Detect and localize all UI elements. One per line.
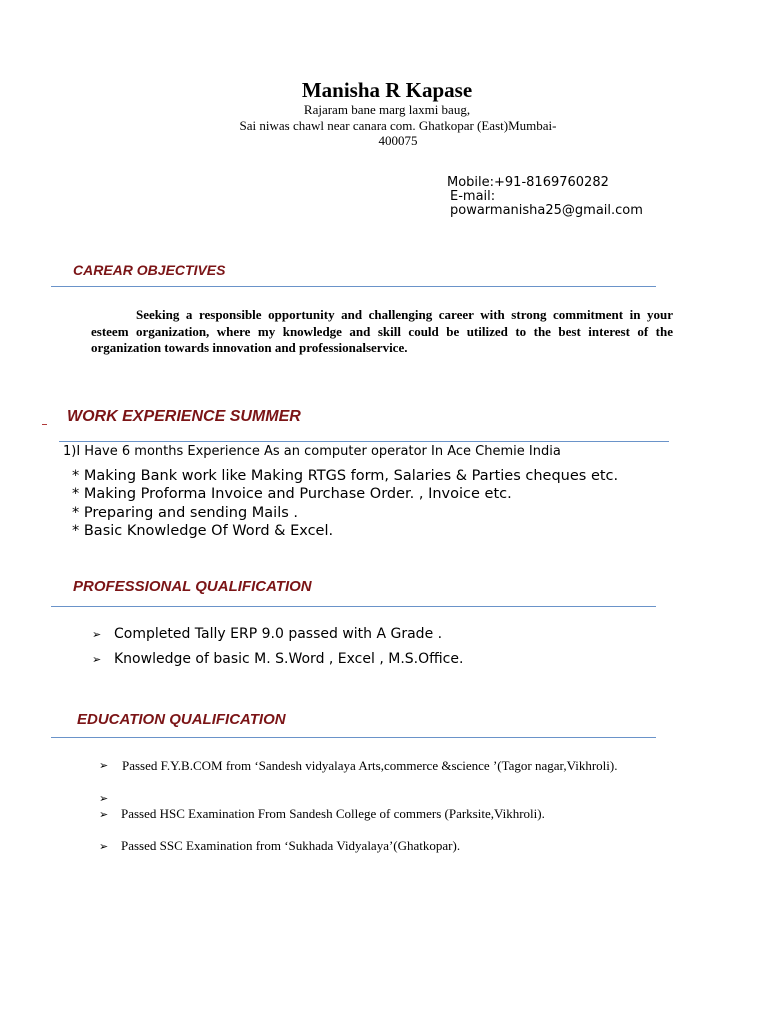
education-qualification-heading: EDUCATION QUALIFICATION [77,711,286,728]
email-address: powarmanisha25@gmail.com [450,203,643,218]
professional-item-text: Knowledge of basic M. S.Word , Excel , M.S.Office. [114,651,464,667]
red-mark [42,424,47,425]
work-item: * Basic Knowledge Of Word & Excel. [72,523,334,539]
education-item [99,838,460,855]
education-item-text: Passed HSC Examination From Sandesh College of commers (Parksite,Vikhroli). [121,806,545,821]
section-divider [51,606,656,607]
section-divider [51,286,656,287]
education-item-text: Passed F.Y.B.COM from ‘Sandesh vidyalaya Arts,commerce &science ’(Tagor nagar,Vikhroli). [122,758,618,773]
work-item: * Making Proforma Invoice and Purchase Order. , Invoice etc. [72,486,512,502]
education-item [99,806,545,823]
arrow-bullet-icon: ➢ [99,759,109,772]
education-item [99,758,619,774]
work-experience-heading: WORK EXPERIENCE SUMMER [67,408,301,425]
professional-item-text: Completed Tally ERP 9.0 passed with A Grade . [114,626,443,642]
address-line-2: Sai niwas chawl near canara com. Ghatkopar (East)Mumbai- [239,118,557,133]
education-item-text: Passed SSC Examination from ‘Sukhada Vidyalaya’(Ghatkopar). [121,838,461,853]
professional-item [92,626,442,642]
arrow-bullet-icon: ➢ [92,653,102,666]
education-item [99,790,121,807]
work-item: * Preparing and sending Mails . [72,505,299,521]
professional-qualification-heading: PROFESSIONAL QUALIFICATION [73,578,312,595]
arrow-bullet-icon: ➢ [99,792,109,805]
arrow-bullet-icon: ➢ [99,840,109,853]
work-intro: 1)I Have 6 months Experience As an computer operator In Ace Chemie India [63,444,561,459]
address-line-3: 400075 [378,133,418,148]
work-item: * Making Bank work like Making RTGS form, Salaries & Parties cheques etc. [72,468,619,484]
professional-item [92,651,463,667]
section-divider [59,441,669,442]
career-objective-body: Seeking a responsible opportunity and challenging career with strong commitment in your esteem organization, where my knowledge and skill could be utilized to the best interest of the organization towards innovation and professionalservice. [91,307,673,356]
section-divider [51,737,656,738]
address-line-1: Rajaram bane marg laxmi baug, [303,102,471,117]
arrow-bullet-icon: ➢ [92,628,102,641]
email-label: E-mail: [450,189,496,204]
career-objectives-heading: CAREAR OBJECTIVES [73,262,226,278]
applicant-name: Manisha R Kapase [301,78,473,102]
mobile-number: Mobile:+91-8169760282 [447,175,609,190]
arrow-bullet-icon: ➢ [99,808,109,821]
career-objective-text [91,307,673,357]
